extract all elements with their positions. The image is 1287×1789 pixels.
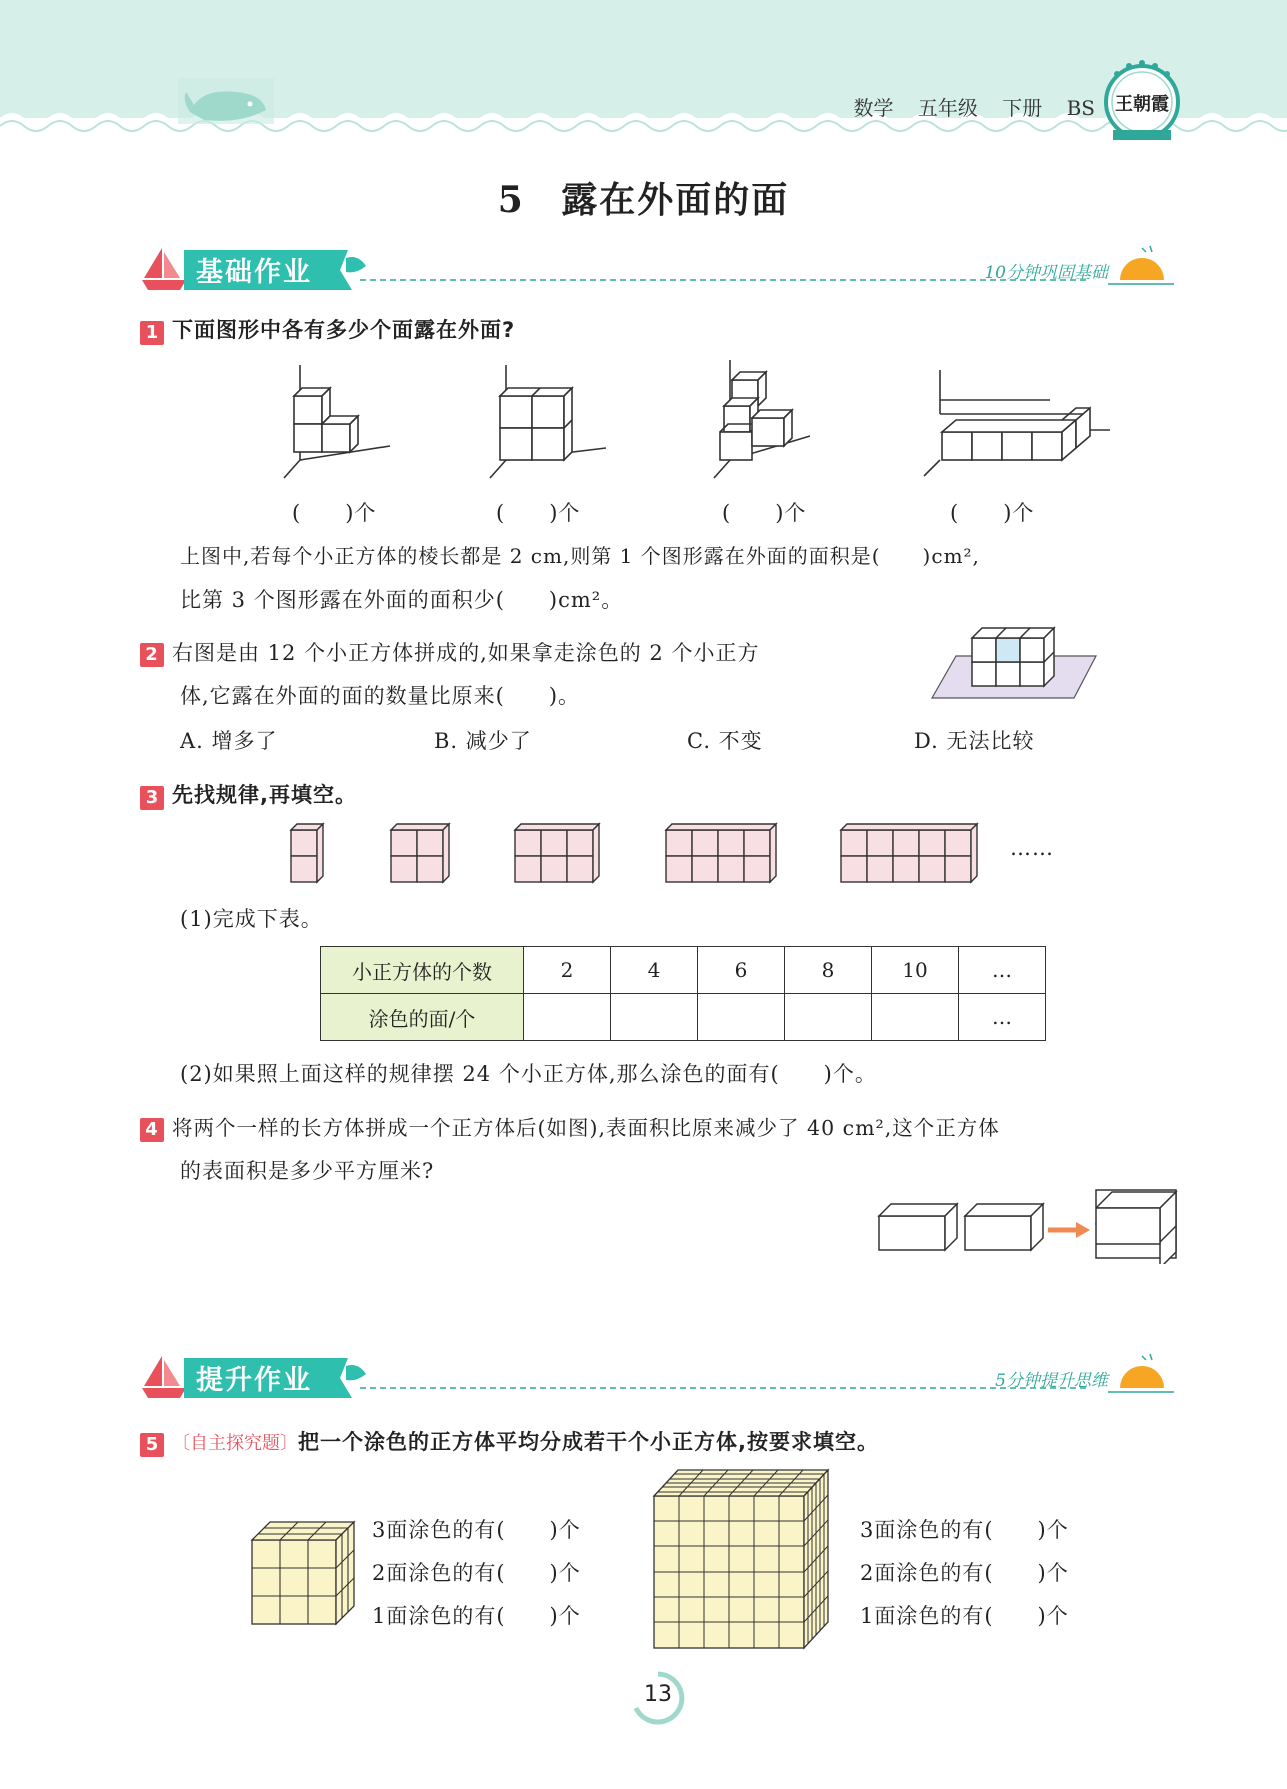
q5-left-3face: 3面涂色的有( )个 [372,1518,581,1542]
q1-answer-1: ( )个 [292,501,377,525]
q1-figure-2 [490,365,606,478]
table-row [321,947,1046,994]
q2-option-d: D. 无法比较 [914,729,1035,753]
q3-table-row1-label: 小正方体的个数 [321,947,524,994]
q2-option-b: B. 减少了 [434,729,532,753]
q3-figure-6 [515,824,599,882]
q5-cube-6 [652,1466,832,1652]
q2-option-c: C. 不变 [687,729,763,753]
q3-table-answer-cell[interactable] [785,994,872,1041]
q3-table-cell: 2 [524,947,611,994]
page-title [0,172,1287,223]
q5-right-2face: 2面涂色的有( )个 [860,1561,1069,1585]
page-number: 13 [644,1682,672,1707]
q1-answer-3: ( )个 [722,501,807,525]
header-volume: 下册 [1002,96,1043,120]
q2-option-a: A. 增多了 [180,729,278,753]
q3-table-answer-cell[interactable] [872,994,959,1041]
q3-figure-10 [841,824,977,882]
q3-table-cell: … [959,994,1046,1041]
svg-text:王朝霞: 王朝霞 [1115,94,1169,115]
section-label-basic: 基础作业 [196,257,312,288]
q3-table-answer-cell[interactable] [698,994,785,1041]
q1-line-1: 上图中,若每个小正方体的棱长都是 2 cm,则第 1 个图形露在外面的面积是( )cm², [180,544,980,568]
q2-number: 2 [140,643,164,667]
q3-figure-4 [391,824,449,882]
q4-line-1 [140,1111,1000,1142]
q3-prompt [140,779,357,810]
q3-sub1: (1)完成下表。 [180,907,323,931]
q5-right-1face: 1面涂色的有( )个 [860,1604,1069,1628]
q1-prompt [140,314,515,345]
whale-icon [178,78,274,124]
title-number: 5 [497,179,525,221]
header-band [0,0,1287,150]
q1-figure-4 [924,370,1110,476]
q3-table-row2-label: 涂色的面/个 [321,994,524,1041]
q3-sub2: (2)如果照上面这样的规律摆 24 个小正方体,那么涂色的面有( )个。 [180,1062,877,1086]
q4-line-2: 的表面积是多少平方厘米? [180,1159,435,1183]
q3-table-answer-cell[interactable] [524,994,611,1041]
q2-line-1 [140,637,759,667]
table-row [321,994,1046,1041]
q3-table-cell: 4 [611,947,698,994]
q5-prompt [140,1426,879,1457]
q3-figure-2 [291,824,323,882]
q5-right-3face: 3面涂色的有( )个 [860,1518,1069,1542]
header-subject: 数学 [853,96,894,120]
q5-tag: 〔自主探究题〕 [172,1433,298,1454]
header-meta [836,92,1095,121]
q3-figure-8 [666,824,776,882]
q2-figure [930,620,1100,704]
q3-table-answer-cell[interactable] [611,994,698,1041]
q3-ellipsis: …… [1010,836,1054,860]
q5-left-2face: 2面涂色的有( )个 [372,1561,581,1585]
q1-number: 1 [140,321,164,345]
section-tip-basic: 10分钟巩固基础 [984,263,1108,283]
q3-prompt-text: 先找规律,再填空。 [172,783,357,807]
header-edition: BS [1066,96,1095,120]
q5-cube-3 [250,1520,360,1630]
q1-answer-4: ( )个 [950,501,1035,525]
q4-number: 4 [140,1118,164,1142]
q5-prompt-text: 把一个涂色的正方体平均分成若干个小正方体,按要求填空。 [298,1430,879,1454]
q1-figure-3 [714,360,810,478]
section-banner-basic [140,244,1180,294]
q3-table [320,946,1046,1041]
q1-prompt-text: 下面图形中各有多少个面露在外面? [172,318,516,342]
section-tip-advanced: 5分钟提升思维 [995,1371,1108,1391]
q3-table-cell: … [959,947,1046,994]
q5-left-1face: 1面涂色的有( )个 [372,1604,581,1628]
q5-number: 5 [140,1433,164,1457]
q3-number: 3 [140,786,164,810]
q3-table-cell: 6 [698,947,785,994]
q1-figures [270,360,1110,480]
q3-figures [288,818,1008,890]
q4-line-1-text: 将两个一样的长方体拼成一个正方体后(如图),表面积比原来减少了 40 cm²,这个正方体 [172,1116,1000,1140]
q1-line-2: 比第 3 个图形露在外面的面积少( )cm²。 [180,588,624,612]
q3-table-cell: 8 [785,947,872,994]
section-banner-advanced [140,1352,1180,1402]
brand-logo [1103,58,1181,146]
q4-cube [1096,1184,1186,1264]
title-text: 露在外面的面 [561,179,790,221]
q3-table-cell: 10 [872,947,959,994]
q1-answer-2: ( )个 [496,501,581,525]
section-label-advanced: 提升作业 [196,1365,312,1396]
q1-figure-1 [284,365,390,478]
q2-line-1-text: 右图是由 12 个小正方体拼成的,如果拿走涂色的 2 个小正方 [172,641,760,665]
header-grade: 五年级 [917,96,978,120]
q2-line-2: 体,它露在外面的面的数量比原来( )。 [180,684,581,708]
